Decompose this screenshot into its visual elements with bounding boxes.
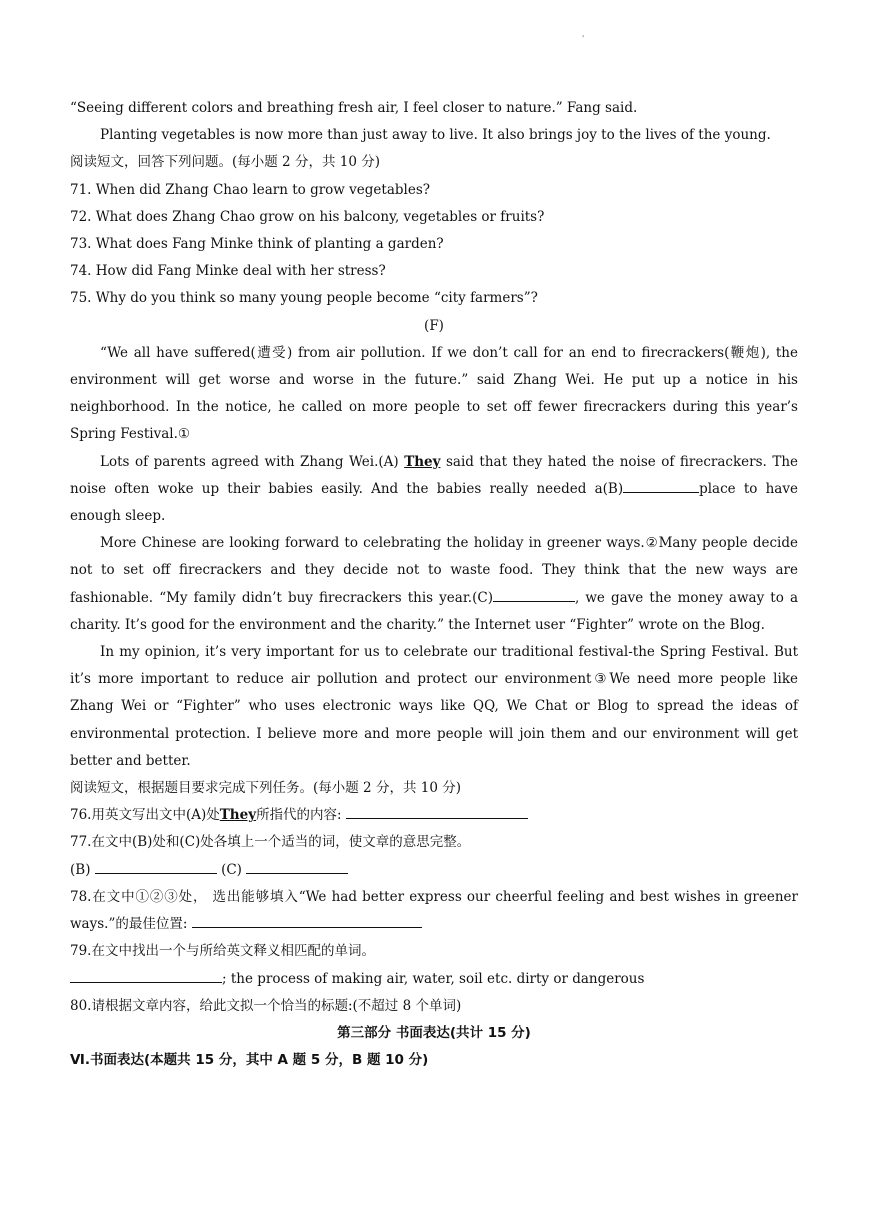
answer-blank-77b[interactable] bbox=[95, 859, 217, 874]
question-78 bbox=[70, 884, 798, 938]
paragraph-text: said that they hated the noise of firecrackers. The noise often woke up their babies easily. And the babies really needed a(B) bbox=[70, 453, 799, 497]
top-mark: ' bbox=[582, 34, 585, 43]
paragraph-text: Lots of parents agreed with Zhang Wei.(A) bbox=[100, 453, 405, 470]
keyword-they: They bbox=[219, 807, 257, 824]
answer-blank-76[interactable] bbox=[346, 804, 528, 819]
keyword-they: They bbox=[404, 453, 441, 470]
question-73: 73. What does Fang Minke think of planting a garden? bbox=[70, 236, 444, 253]
section-f-instruction: 阅读短文，根据题目要求完成下列任务。(每小题 2 分，共 10 分) bbox=[70, 780, 461, 797]
question-72: 72. What does Zhang Chao grow on his balcony, vegetables or fruits? bbox=[70, 208, 545, 225]
writing-section-heading: Ⅵ.书面表达(本题共 15 分，其中 A 题 5 分，B 题 10 分) bbox=[70, 1052, 429, 1069]
passage-f-paragraph-4: In my opinion, it’s very important for us to celebrate our traditional festival-the Spring Festival. But it’s more important to reduce air pollution and protect our environment③We need more people like Zhang Wei or “Fighter” who uses electronic ways like QQ, We Chat or Blog to spread the ideas of environmental protection. I believe more and more people will join them and our environment will get better and better. bbox=[70, 644, 798, 769]
question-76 bbox=[70, 802, 798, 829]
question-77: 77.在文中(B)处和(C)处各填上一个适当的词，使文章的意思完整。 bbox=[70, 834, 471, 851]
passage-f-paragraph-1: “We all have suffered(遭受) from air pollution. If we don’t call for an end to firecrackers(鞭炮), the environment will get worse and worse in the future.” said Zhang Wei. He put up a notice in his neighborhood. In the notice, he called on more people to set off fewer firecrackers during this year’s Spring Festival.① bbox=[70, 344, 798, 443]
paragraph-text: place to have enough sleep. bbox=[70, 480, 798, 525]
answer-blank-77c[interactable] bbox=[246, 859, 348, 874]
question-text: 所指代的内容: bbox=[256, 807, 342, 824]
answer-blank-79[interactable] bbox=[70, 968, 222, 983]
question-79-definition bbox=[70, 966, 798, 993]
question-77-blanks bbox=[70, 857, 798, 884]
part-three-heading: 第三部分 书面表达(共计 15 分) bbox=[337, 1024, 531, 1041]
document-page bbox=[70, 95, 798, 1074]
question-79: 79.在文中找出一个与所给英文释义相匹配的单词。 bbox=[70, 943, 375, 960]
passage-f-paragraph-3 bbox=[70, 530, 798, 639]
answer-blank-78[interactable] bbox=[192, 913, 422, 928]
definition-text: ; the process of making air, water, soil etc. dirty or dangerous bbox=[222, 970, 645, 987]
fang-quote: “Seeing different colors and breathing fresh air, I feel closer to nature.” Fang said. bbox=[70, 100, 638, 116]
paragraph-text: , we gave the money away to a charity. It’s good for the environment and the charity.” the Internet user “Fighter” wrote on the Blog. bbox=[70, 589, 798, 633]
section-e-instruction: 阅读短文，回答下列问题。(每小题 2 分，共 10 分) bbox=[70, 154, 380, 171]
blank-label-c: (C) bbox=[221, 861, 242, 878]
intro-paragraph: Planting vegetables is now more than just away to live. It also brings joy to the lives of the young. bbox=[100, 127, 771, 144]
question-75: 75. Why do you think so many young people become “city farmers”? bbox=[70, 290, 538, 307]
question-71: 71. When did Zhang Chao learn to grow vegetables? bbox=[70, 181, 430, 198]
blank-c[interactable] bbox=[493, 587, 575, 602]
paragraph-text: More Chinese are looking forward to celebrating the holiday in greener ways.②Many people decide not to set off firecrackers and they decide not to waste food. They think that the new ways are fashionable. “My family didn’t buy firecrackers this year.(C) bbox=[70, 535, 798, 606]
question-text: 78.在文中①②③处， 选出能够填入“We had better express our cheerful feeling and best wishes in greener ways.”的最佳位置: bbox=[70, 888, 798, 933]
blank-b[interactable] bbox=[623, 478, 699, 493]
question-text: 76.用英文写出文中(A)处 bbox=[70, 807, 220, 824]
question-74: 74. How did Fang Minke deal with her stress? bbox=[70, 263, 386, 280]
question-80: 80.请根据文章内容，给此文拟一个恰当的标题:(不超过 8 个单词) bbox=[70, 997, 462, 1014]
section-f-label: (F) bbox=[424, 317, 444, 334]
blank-label-b: (B) bbox=[70, 861, 91, 878]
passage-f-paragraph-2 bbox=[70, 449, 798, 531]
